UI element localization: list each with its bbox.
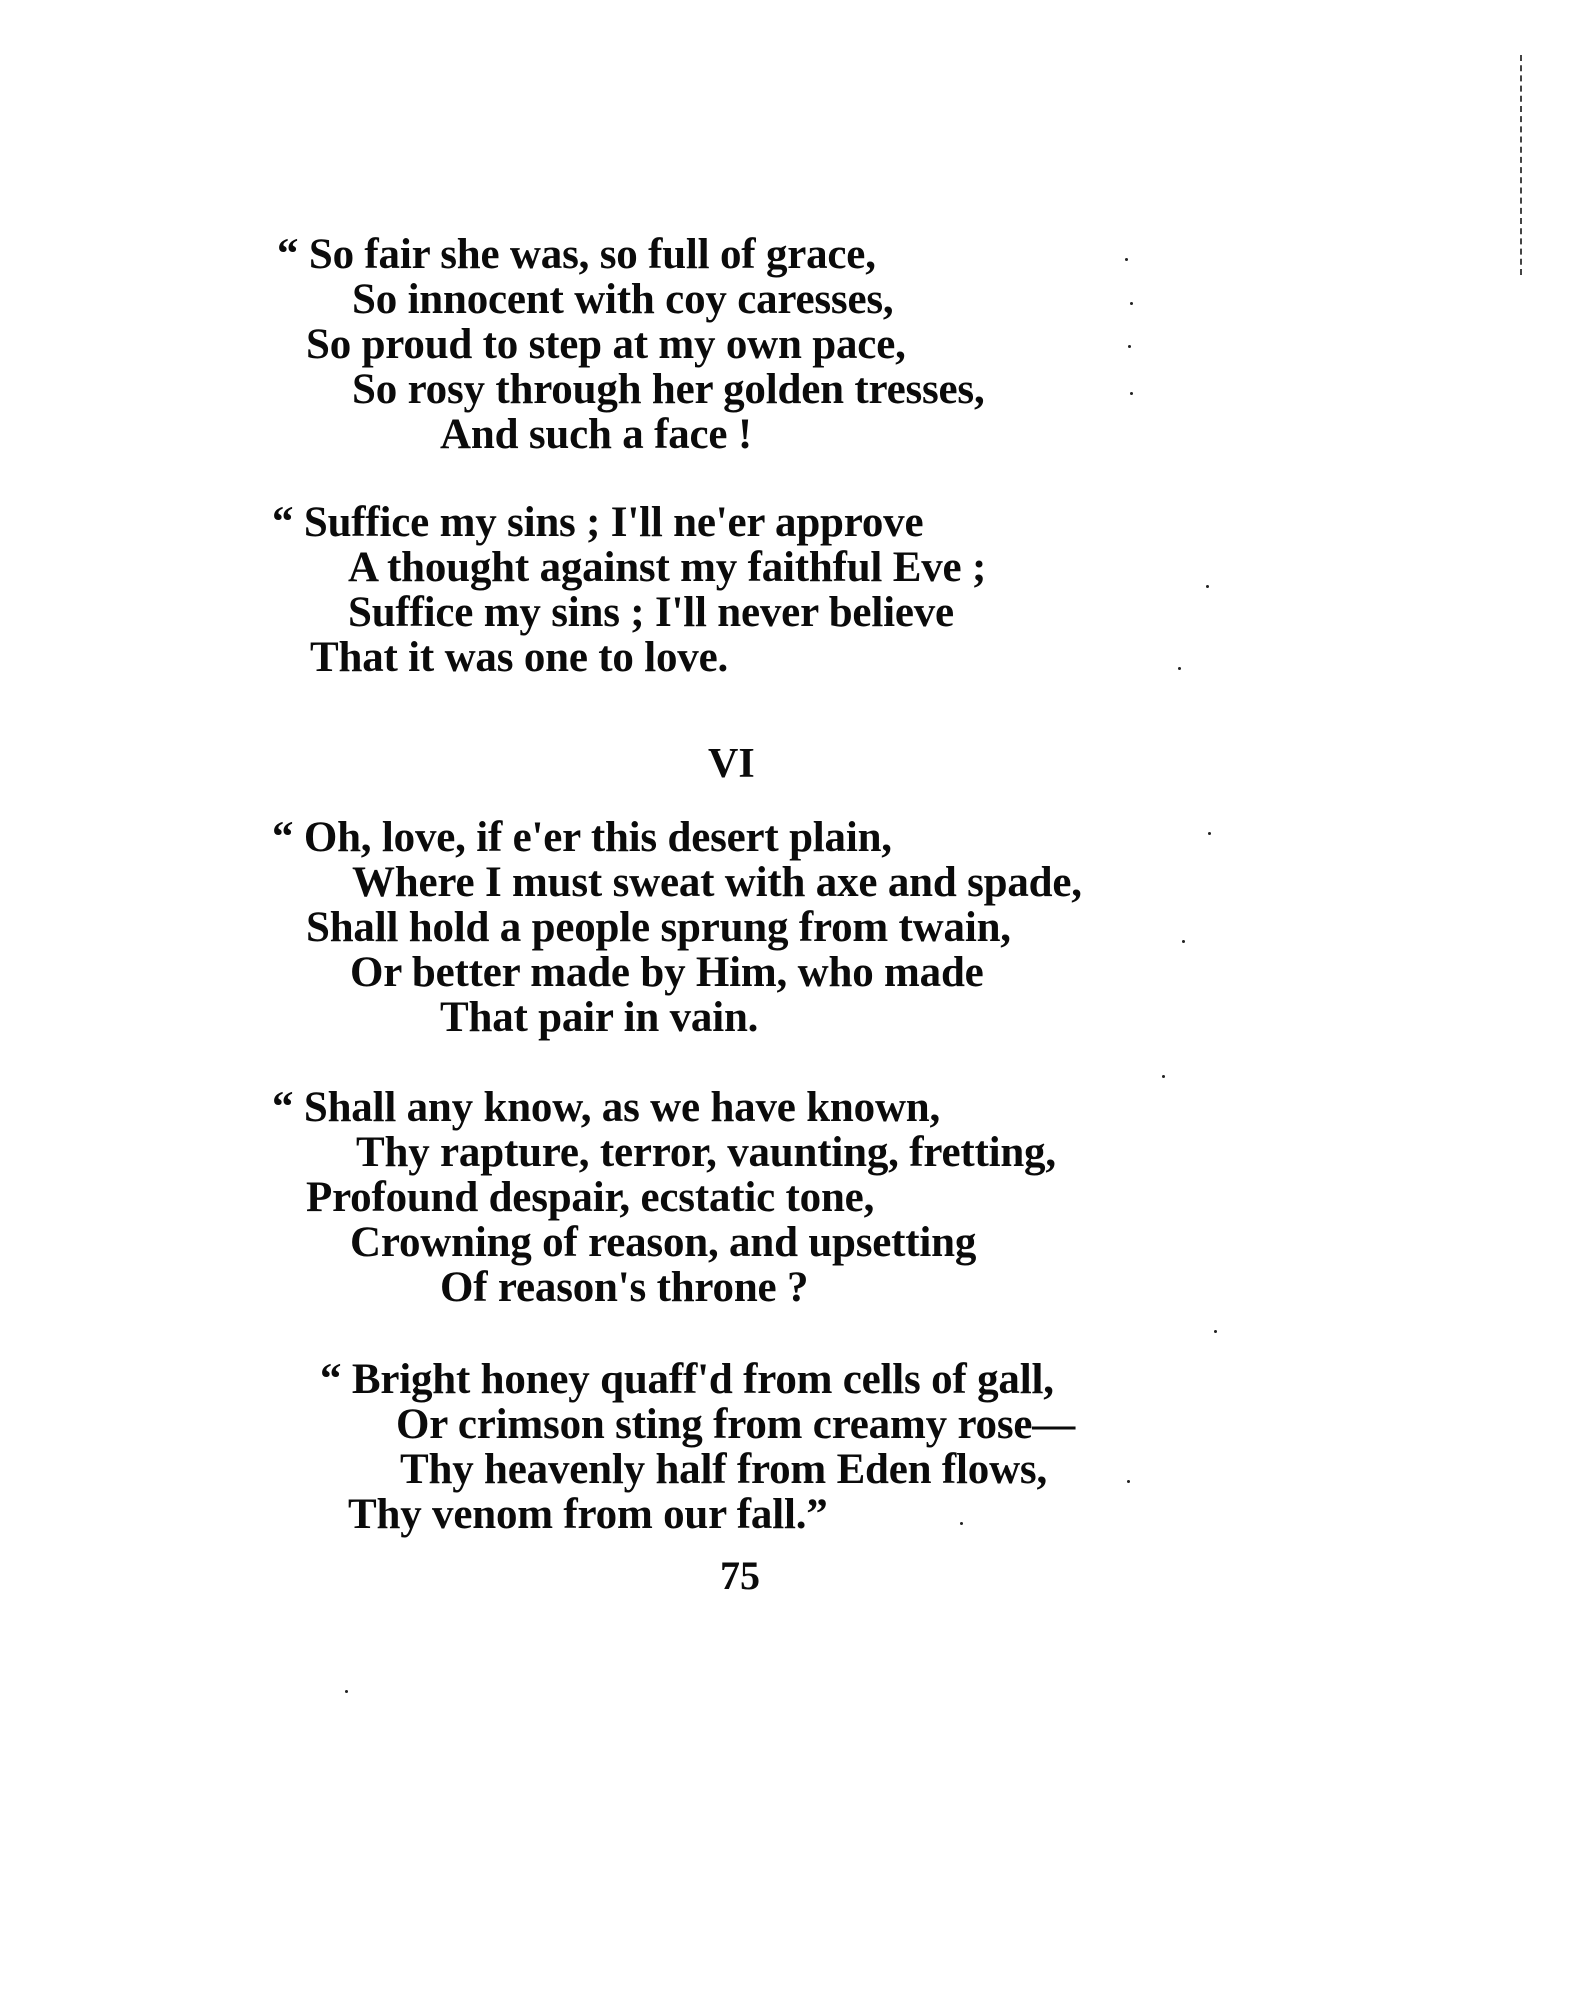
poem-line: Suffice my sins ; I'll never believe <box>348 589 954 636</box>
margin-scan-mark <box>1520 55 1522 275</box>
scan-speck <box>1206 585 1209 588</box>
poem-line: “ Shall any know, as we have known, <box>272 1084 941 1131</box>
scan-speck <box>1130 392 1133 395</box>
scan-speck <box>1130 302 1133 305</box>
poem-line: That it was one to love. <box>310 634 729 681</box>
scan-speck <box>1127 1480 1130 1483</box>
scan-speck <box>1214 1330 1217 1333</box>
poem-line: “ Bright honey quaff'd from cells of gall, <box>320 1356 1054 1403</box>
poem-line: Shall hold a people sprung from twain, <box>306 904 1011 951</box>
poem-line: So rosy through her golden tresses, <box>352 366 985 413</box>
scan-speck <box>1162 1075 1165 1078</box>
poem-line: “ Suffice my sins ; I'll ne'er approve <box>272 499 924 546</box>
scan-speck <box>1128 345 1131 348</box>
scan-speck <box>1178 667 1181 670</box>
scan-speck <box>1208 832 1211 835</box>
poem-line: “ So fair she was, so full of grace, <box>277 231 876 278</box>
poem-line: And such a face ! <box>440 411 752 458</box>
poem-line: A thought against my faithful Eve ; <box>348 544 987 591</box>
poem-line: Thy rapture, terror, vaunting, fretting, <box>356 1129 1056 1176</box>
page-number: 75 <box>720 1553 760 1598</box>
poem-line: So proud to step at my own pace, <box>306 321 906 368</box>
scan-speck <box>345 1690 348 1693</box>
poem-line: That pair in vain. <box>440 994 759 1041</box>
poem-line: Profound despair, ecstatic tone, <box>306 1174 875 1221</box>
poem-line: Or crimson sting from creamy rose— <box>396 1401 1076 1448</box>
section-heading: VI <box>708 741 755 787</box>
poem-line: Thy heavenly half from Eden flows, <box>400 1446 1048 1493</box>
poem-line: So innocent with coy caresses, <box>352 276 894 323</box>
poem-line: “ Oh, love, if e'er this desert plain, <box>272 814 892 861</box>
scan-speck <box>1125 258 1128 261</box>
scan-speck <box>960 1522 963 1525</box>
poem-line: Or better made by Him, who made <box>350 949 984 996</box>
poem-line: Of reason's throne ? <box>440 1264 809 1311</box>
poem-line: Where I must sweat with axe and spade, <box>352 859 1082 906</box>
poem-line: Crowning of reason, and upsetting <box>350 1219 977 1266</box>
poem-line: Thy venom from our fall.” <box>348 1491 828 1538</box>
scan-speck <box>1182 940 1185 943</box>
